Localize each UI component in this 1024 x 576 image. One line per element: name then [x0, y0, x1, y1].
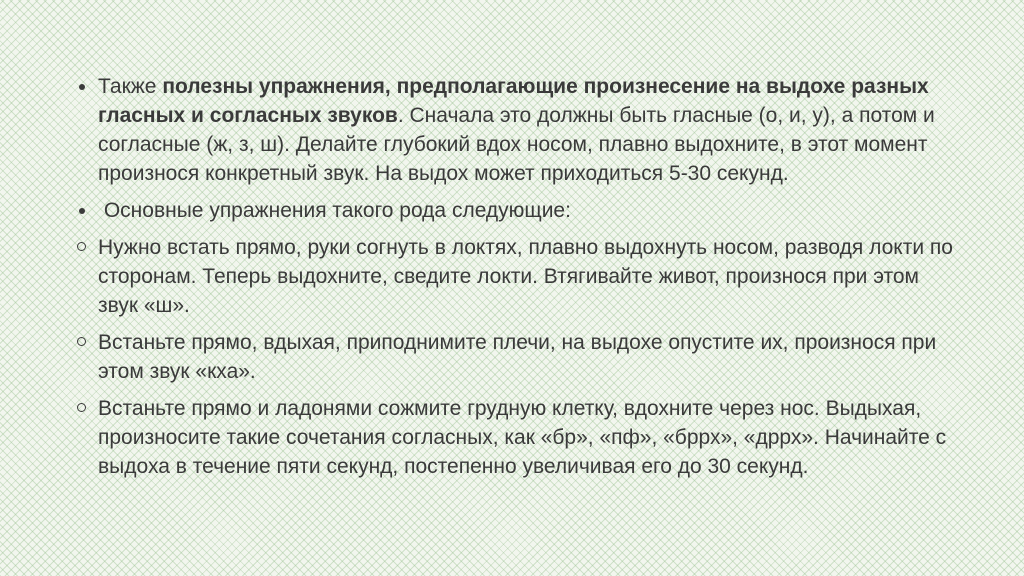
- item-text: Встаньте прямо и ладонями сожмите грудную клетку, вдохните через нос. Выдыхая, произносите такие сочетания согласных, как «бр», «пф», «бррх», «дррх». Начинайте с выдоха в течение пяти секунд, постепенно увеличивая его до 30 секунд.: [98, 397, 947, 478]
- list-item: [76, 394, 956, 481]
- item-text-bold: полезны упражнения, предполагающие произнесение на выдохе разных гласных и согласных звуков: [98, 75, 929, 127]
- item-text-rest: . Сначала это должны быть гласные (о, и, у), а потом и согласные (ж, з, ш). Делайте глубокий вдох носом, плавно выдохните, в этот момент произнося конкретный звук. На выдох может приходиться 5-30 секунд.: [98, 104, 935, 185]
- item-text: Встаньте прямо, вдыхая, приподнимите плечи, на выдохе опустите их, произнося при этом звук «кха».: [98, 331, 937, 383]
- list-item: [76, 328, 956, 386]
- item-text-prefix: Также: [98, 75, 163, 98]
- item-text: Нужно встать прямо, руки согнуть в локтях, плавно выдохнуть носом, разводя локти по сторонам. Теперь выдохните, сведите локти. Втягивайте живот, произнося при этом звук «ш».: [98, 236, 953, 317]
- list-item: [76, 196, 956, 225]
- item-text: Основные упражнения такого рода следующие:: [98, 199, 571, 222]
- list-item: [76, 72, 956, 188]
- slide-content: [76, 72, 956, 489]
- list-item: [76, 233, 956, 320]
